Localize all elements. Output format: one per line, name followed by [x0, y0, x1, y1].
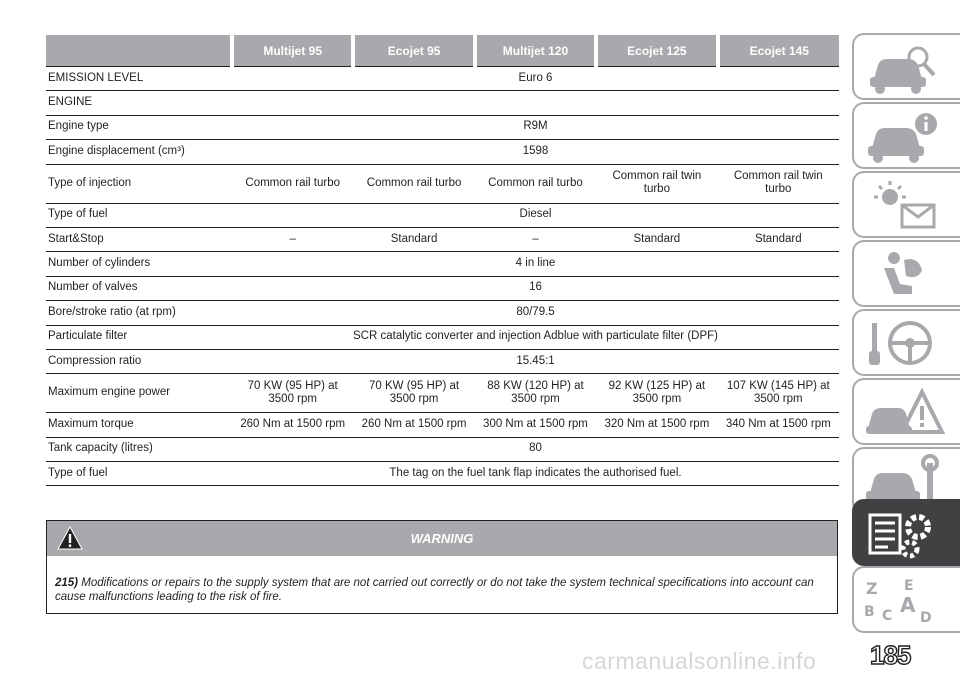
- row-value: –: [232, 227, 353, 251]
- table-row: [46, 301, 839, 325]
- row-value-span: R9M: [232, 115, 839, 139]
- key-steering-wheel-icon: [860, 315, 950, 373]
- row-value: Common rail twin turbo: [596, 164, 717, 203]
- table-header-row: [46, 35, 839, 67]
- table-row: [46, 67, 839, 91]
- specs-gear-icon: [860, 505, 950, 563]
- row-value-span: [232, 91, 839, 115]
- header-blank: [46, 35, 232, 67]
- watermark: carmanualsonline.info: [582, 648, 817, 674]
- tab-emergency[interactable]: [852, 378, 960, 445]
- header-multijet-120: Multijet 120: [475, 35, 596, 67]
- tab-warning-lights[interactable]: [852, 171, 960, 238]
- header-multijet-95: Multijet 95: [232, 35, 353, 67]
- row-label: Type of injection: [46, 164, 232, 203]
- row-value: 320 Nm at 1500 rpm: [596, 413, 717, 437]
- header-ecojet-125: Ecojet 125: [596, 35, 717, 67]
- table-row: [46, 91, 839, 115]
- row-value: 107 KW (145 HP) at 3500 rpm: [718, 374, 839, 413]
- row-value: Common rail turbo: [353, 164, 474, 203]
- row-value: Standard: [353, 227, 474, 251]
- warning-title: WARNING: [410, 531, 474, 546]
- row-value: 88 KW (120 HP) at 3500 rpm: [475, 374, 596, 413]
- row-value: 70 KW (95 HP) at 3500 rpm: [232, 374, 353, 413]
- row-label: Number of valves: [46, 276, 232, 300]
- row-label: Maximum torque: [46, 413, 232, 437]
- table-row: [46, 252, 839, 276]
- row-value-span: Diesel: [232, 203, 839, 227]
- svg-text:E: E: [904, 578, 914, 594]
- row-value: 340 Nm at 1500 rpm: [718, 413, 839, 437]
- row-value: Standard: [596, 227, 717, 251]
- row-label: Number of cylinders: [46, 252, 232, 276]
- specifications-table: [46, 35, 839, 486]
- row-value-span: 4 in line: [232, 252, 839, 276]
- row-value: Common rail turbo: [475, 164, 596, 203]
- header-ecojet-145: Ecojet 145: [718, 35, 839, 67]
- table-row: [46, 140, 839, 164]
- tab-starting-driving[interactable]: [852, 309, 960, 376]
- table-row: [46, 115, 839, 139]
- row-label: Bore/stroke ratio (at rpm): [46, 301, 232, 325]
- tab-technical-specifications[interactable]: [852, 499, 960, 566]
- row-value-span: 15.45:1: [232, 349, 839, 373]
- row-value: Standard: [718, 227, 839, 251]
- row-label: Compression ratio: [46, 349, 232, 373]
- row-label: EMISSION LEVEL: [46, 67, 232, 91]
- svg-text:Z: Z: [866, 579, 878, 598]
- tab-car-search[interactable]: [852, 33, 960, 100]
- row-value-span: 16: [232, 276, 839, 300]
- row-value: Common rail turbo: [232, 164, 353, 203]
- svg-text:C: C: [882, 608, 893, 624]
- alphabet-index-icon: [860, 572, 950, 630]
- header-ecojet-95: Ecojet 95: [353, 35, 474, 67]
- svg-text:A: A: [900, 593, 916, 617]
- table-row: [46, 276, 839, 300]
- row-value-span: The tag on the fuel tank flap indicates the authorised fuel.: [232, 462, 839, 486]
- car-search-icon: [860, 39, 950, 97]
- page-number: 185: [870, 640, 911, 670]
- row-value: 70 KW (95 HP) at 3500 rpm: [353, 374, 474, 413]
- row-label: Type of fuel: [46, 203, 232, 227]
- seat-airbag-icon: [860, 246, 950, 304]
- row-label: Maximum engine power: [46, 374, 232, 413]
- row-value: –: [475, 227, 596, 251]
- row-label: Particulate filter: [46, 325, 232, 349]
- warning-header: [47, 521, 837, 556]
- row-value: 300 Nm at 1500 rpm: [475, 413, 596, 437]
- row-value-span: SCR catalytic converter and injection Adblue with particulate filter (DPF): [232, 325, 839, 349]
- row-label: Tank capacity (litres): [46, 437, 232, 461]
- row-label: Engine type: [46, 115, 232, 139]
- tab-car-info[interactable]: [852, 102, 960, 169]
- svg-text:B: B: [864, 604, 875, 620]
- table-row: [46, 462, 839, 486]
- row-value-span: 80/79.5: [232, 301, 839, 325]
- row-label: Type of fuel: [46, 462, 232, 486]
- row-label: Engine displacement (cm³): [46, 140, 232, 164]
- warning-light-message-icon: [860, 177, 950, 235]
- warning-number: 215): [55, 577, 79, 589]
- row-value-span: 80: [232, 437, 839, 461]
- row-value-span: 1598: [232, 140, 839, 164]
- row-value: 92 KW (125 HP) at 3500 rpm: [596, 374, 717, 413]
- warning-text: [47, 556, 837, 604]
- tab-safety[interactable]: [852, 240, 960, 307]
- warning-box: [46, 520, 838, 614]
- row-value-span: Euro 6: [232, 67, 839, 91]
- table-row: [46, 164, 839, 203]
- table-row: [46, 227, 839, 251]
- tab-index[interactable]: [852, 566, 960, 633]
- row-label: Start&Stop: [46, 227, 232, 251]
- table-row: [46, 437, 839, 461]
- table-row: [46, 325, 839, 349]
- car-info-icon: [860, 108, 950, 166]
- table-row: [46, 349, 839, 373]
- row-value: 260 Nm at 1500 rpm: [232, 413, 353, 437]
- warning-body: Modifications or repairs to the supply system that are not carried out correctly or do not take the system technical specifications into account can cause malfunctions leading to the risk of fire.: [55, 577, 814, 603]
- table-row: [46, 203, 839, 227]
- svg-text:D: D: [920, 610, 932, 626]
- table-row: [46, 413, 839, 437]
- row-value: Common rail twin turbo: [718, 164, 839, 203]
- row-value: 260 Nm at 1500 rpm: [353, 413, 474, 437]
- row-label: ENGINE: [46, 91, 232, 115]
- car-hazard-icon: [860, 384, 950, 442]
- table-row: [46, 374, 839, 413]
